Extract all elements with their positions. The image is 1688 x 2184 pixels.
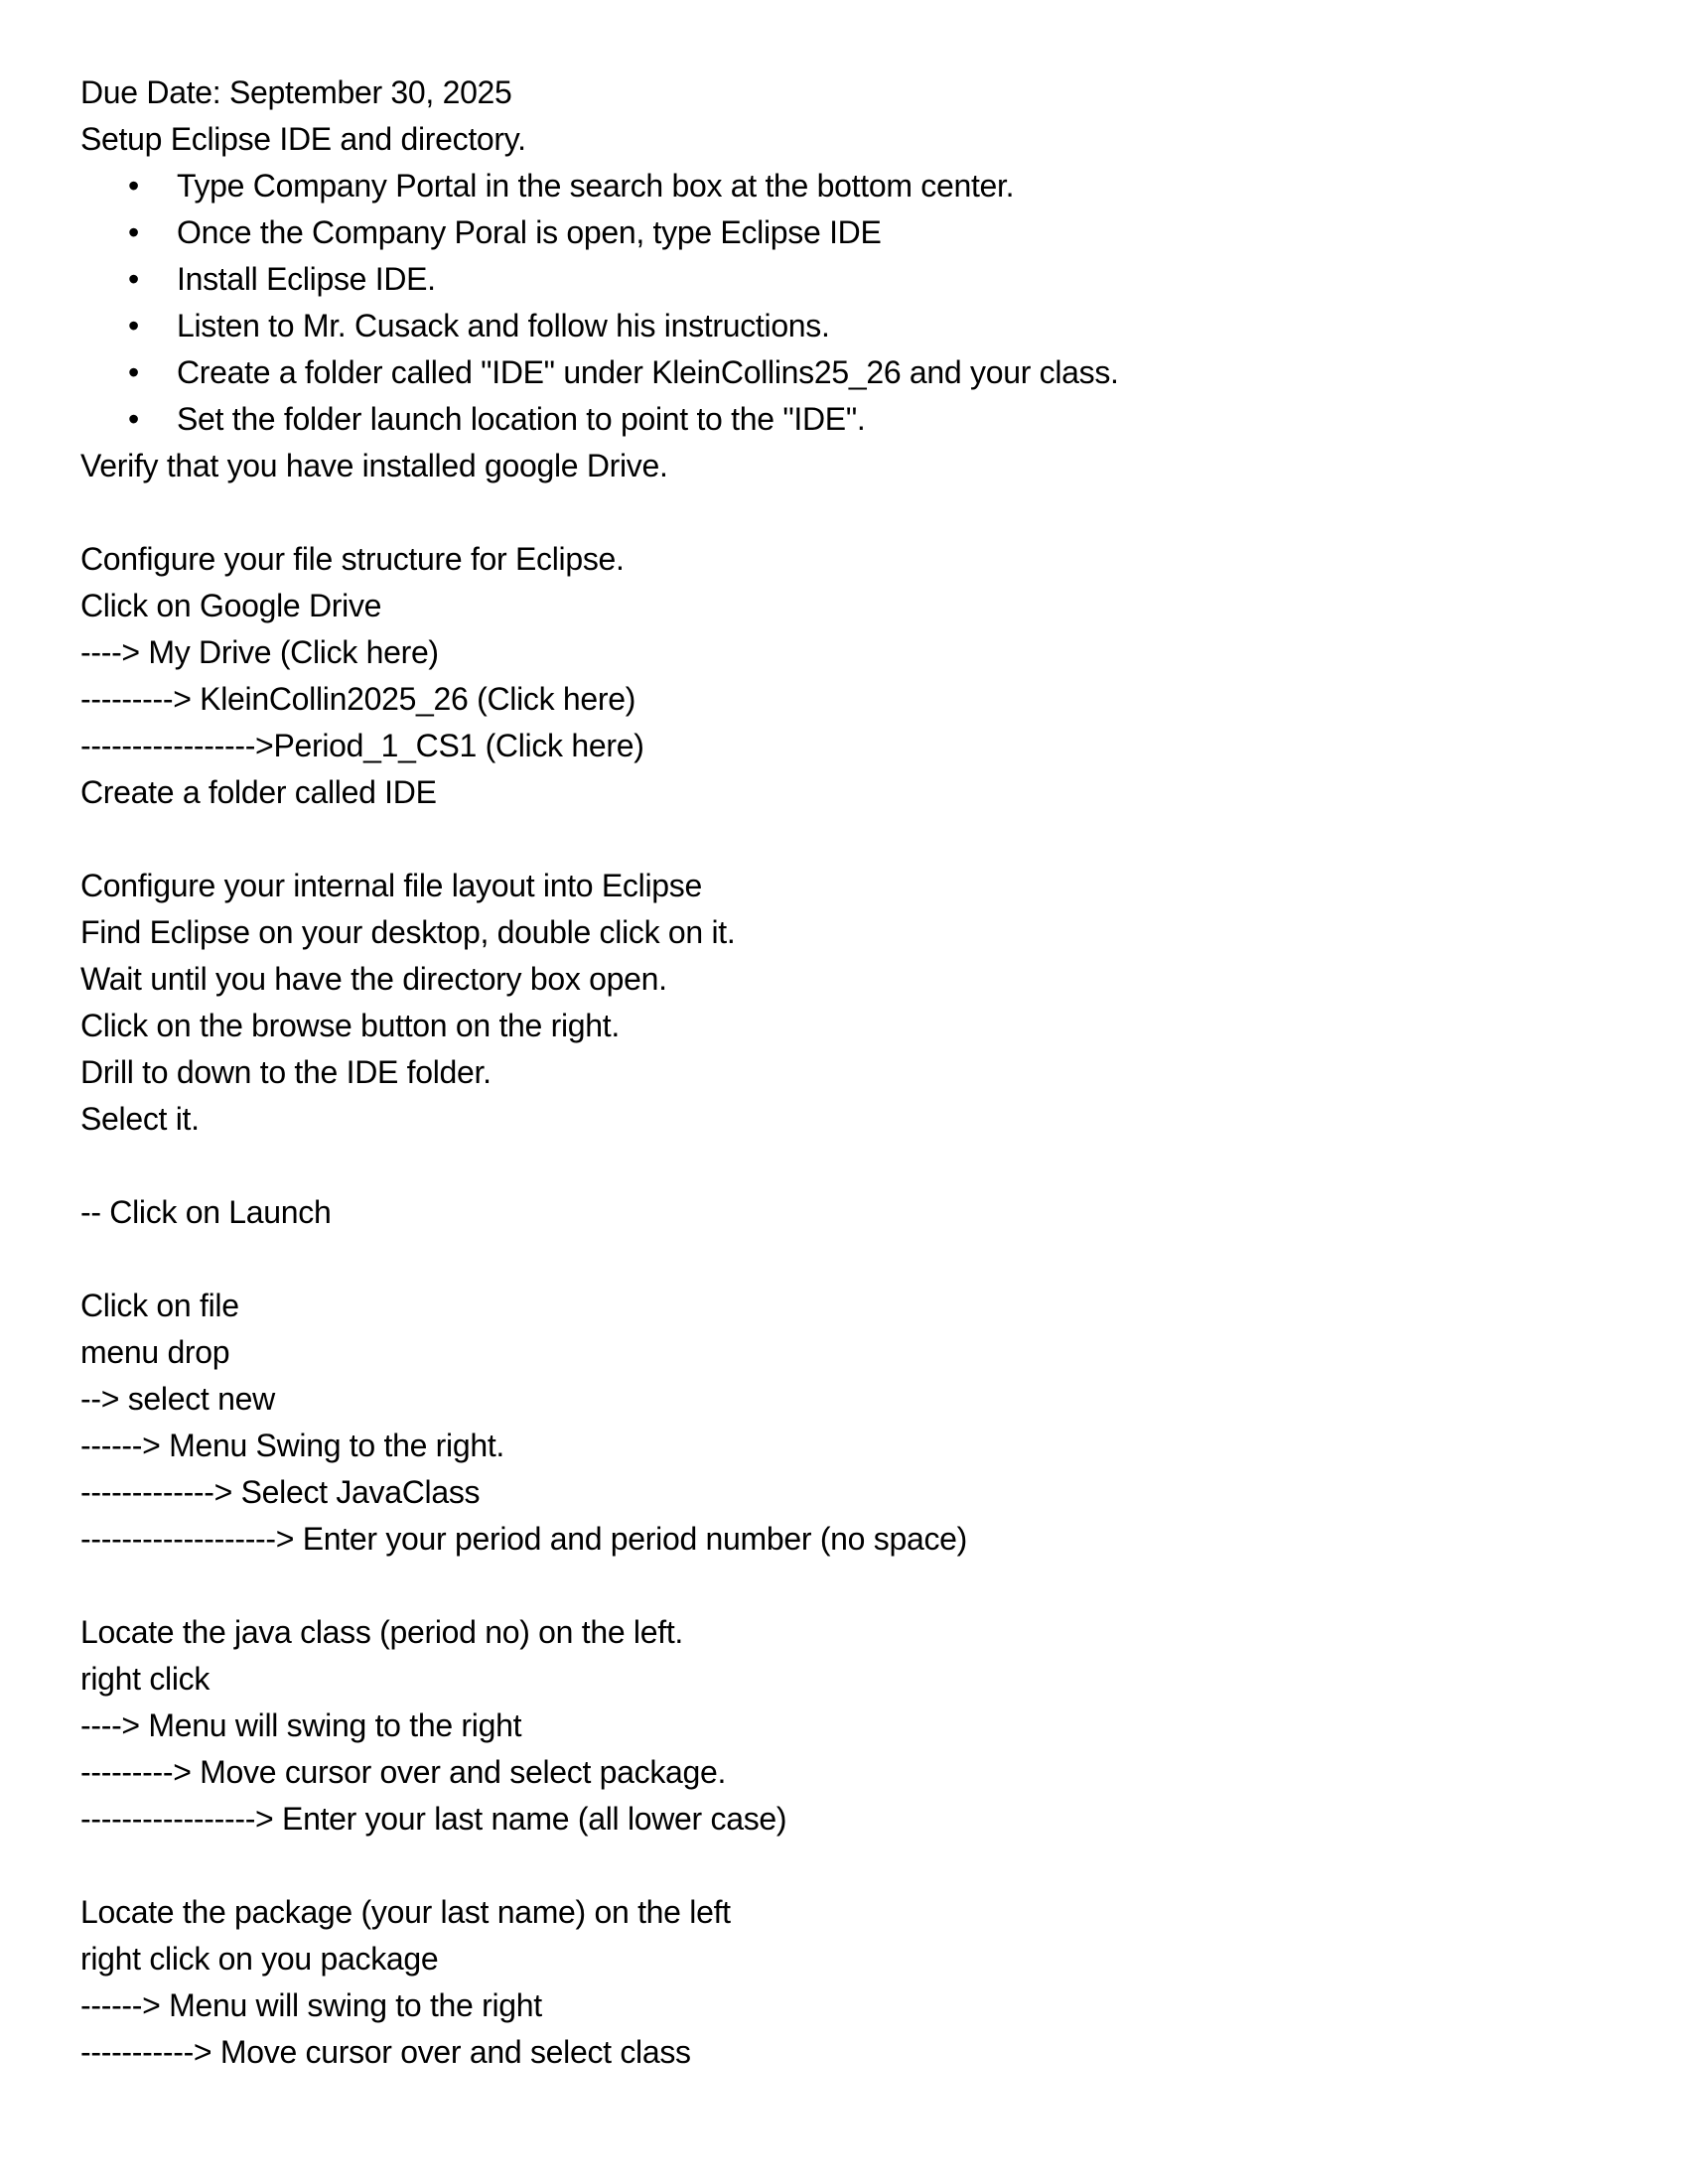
bullet-item bbox=[80, 163, 1628, 209]
paragraph-line: Create a folder called IDE bbox=[80, 774, 437, 810]
paragraph-line: ------> Menu will swing to the right bbox=[80, 1987, 542, 2023]
paragraph-line: Drill to down to the IDE folder. bbox=[80, 1054, 492, 1090]
paragraph-line: -----------> Move cursor over and select class bbox=[80, 2034, 691, 2070]
paragraph-line: -------------------> Enter your period and period number (no space) bbox=[80, 1521, 968, 1557]
paragraph-line: ---------> KleinCollin2025_26 (Click here) bbox=[80, 681, 636, 717]
paragraph-line: Wait until you have the directory box open. bbox=[80, 961, 667, 997]
paragraph-line: Click on Google Drive bbox=[80, 588, 382, 623]
paragraph-line: Locate the package (your last name) on the left bbox=[80, 1894, 731, 1930]
paragraph-line: ------> Menu Swing to the right. bbox=[80, 1428, 504, 1463]
bullet-item-label: Type Company Portal in the search box at the bottom center. bbox=[177, 168, 1015, 204]
paragraph-line: ----------------->Period_1_CS1 (Click here) bbox=[80, 728, 644, 763]
bullet-icon: • bbox=[128, 261, 139, 297]
paragraph-line: Select it. bbox=[80, 1101, 200, 1137]
bullet-item bbox=[80, 303, 1628, 349]
document-body bbox=[80, 69, 1628, 2076]
bullet-item bbox=[80, 396, 1628, 443]
paragraph-line: Setup Eclipse IDE and directory. bbox=[80, 121, 526, 157]
bullet-item bbox=[80, 349, 1628, 396]
bullet-item bbox=[80, 256, 1628, 303]
blank-line bbox=[80, 1236, 1628, 1283]
paragraph-line: Find Eclipse on your desktop, double click on it. bbox=[80, 914, 736, 950]
bullet-item-label: Listen to Mr. Cusack and follow his instructions. bbox=[177, 308, 830, 343]
bullet-item-label: Set the folder launch location to point to the "IDE". bbox=[177, 401, 866, 437]
bullet-icon: • bbox=[128, 308, 139, 343]
bullet-icon: • bbox=[128, 168, 139, 204]
paragraph-line: ----> My Drive (Click here) bbox=[80, 634, 439, 670]
bullet-icon: • bbox=[128, 401, 139, 437]
paragraph-line: ---------> Move cursor over and select package. bbox=[80, 1754, 727, 1790]
bullet-icon: • bbox=[128, 214, 139, 250]
paragraph-line: Click on the browse button on the right. bbox=[80, 1008, 620, 1043]
paragraph-line: right click on you package bbox=[80, 1941, 439, 1977]
paragraph-line: -------------> Select JavaClass bbox=[80, 1474, 481, 1510]
paragraph-line: -----------------> Enter your last name (all lower case) bbox=[80, 1801, 787, 1837]
bullet-item-label: Install Eclipse IDE. bbox=[177, 261, 436, 297]
bullet-item-label: Once the Company Poral is open, type Eclipse IDE bbox=[177, 214, 882, 250]
blank-line bbox=[80, 816, 1628, 863]
paragraph-line: Configure your file structure for Eclipse. bbox=[80, 541, 625, 577]
blank-line bbox=[80, 1143, 1628, 1189]
blank-line bbox=[80, 1563, 1628, 1609]
paragraph-line: menu drop bbox=[80, 1334, 230, 1370]
bullet-icon: • bbox=[128, 354, 139, 390]
paragraph-line: Due Date: September 30, 2025 bbox=[80, 74, 512, 110]
paragraph-line: Click on file bbox=[80, 1288, 239, 1323]
paragraph-line: --> select new bbox=[80, 1381, 275, 1417]
paragraph-line: ----> Menu will swing to the right bbox=[80, 1707, 522, 1743]
paragraph-line: Verify that you have installed google Drive. bbox=[80, 448, 668, 483]
blank-line bbox=[80, 489, 1628, 536]
paragraph-line: -- Click on Launch bbox=[80, 1194, 332, 1230]
blank-line bbox=[80, 1843, 1628, 1889]
bullet-item bbox=[80, 209, 1628, 256]
paragraph-line: Locate the java class (period no) on the left. bbox=[80, 1614, 684, 1650]
paragraph-line: Configure your internal file layout into Eclipse bbox=[80, 868, 702, 903]
paragraph-line: right click bbox=[80, 1661, 211, 1697]
bullet-item-label: Create a folder called "IDE" under KleinCollins25_26 and your class. bbox=[177, 354, 1119, 390]
